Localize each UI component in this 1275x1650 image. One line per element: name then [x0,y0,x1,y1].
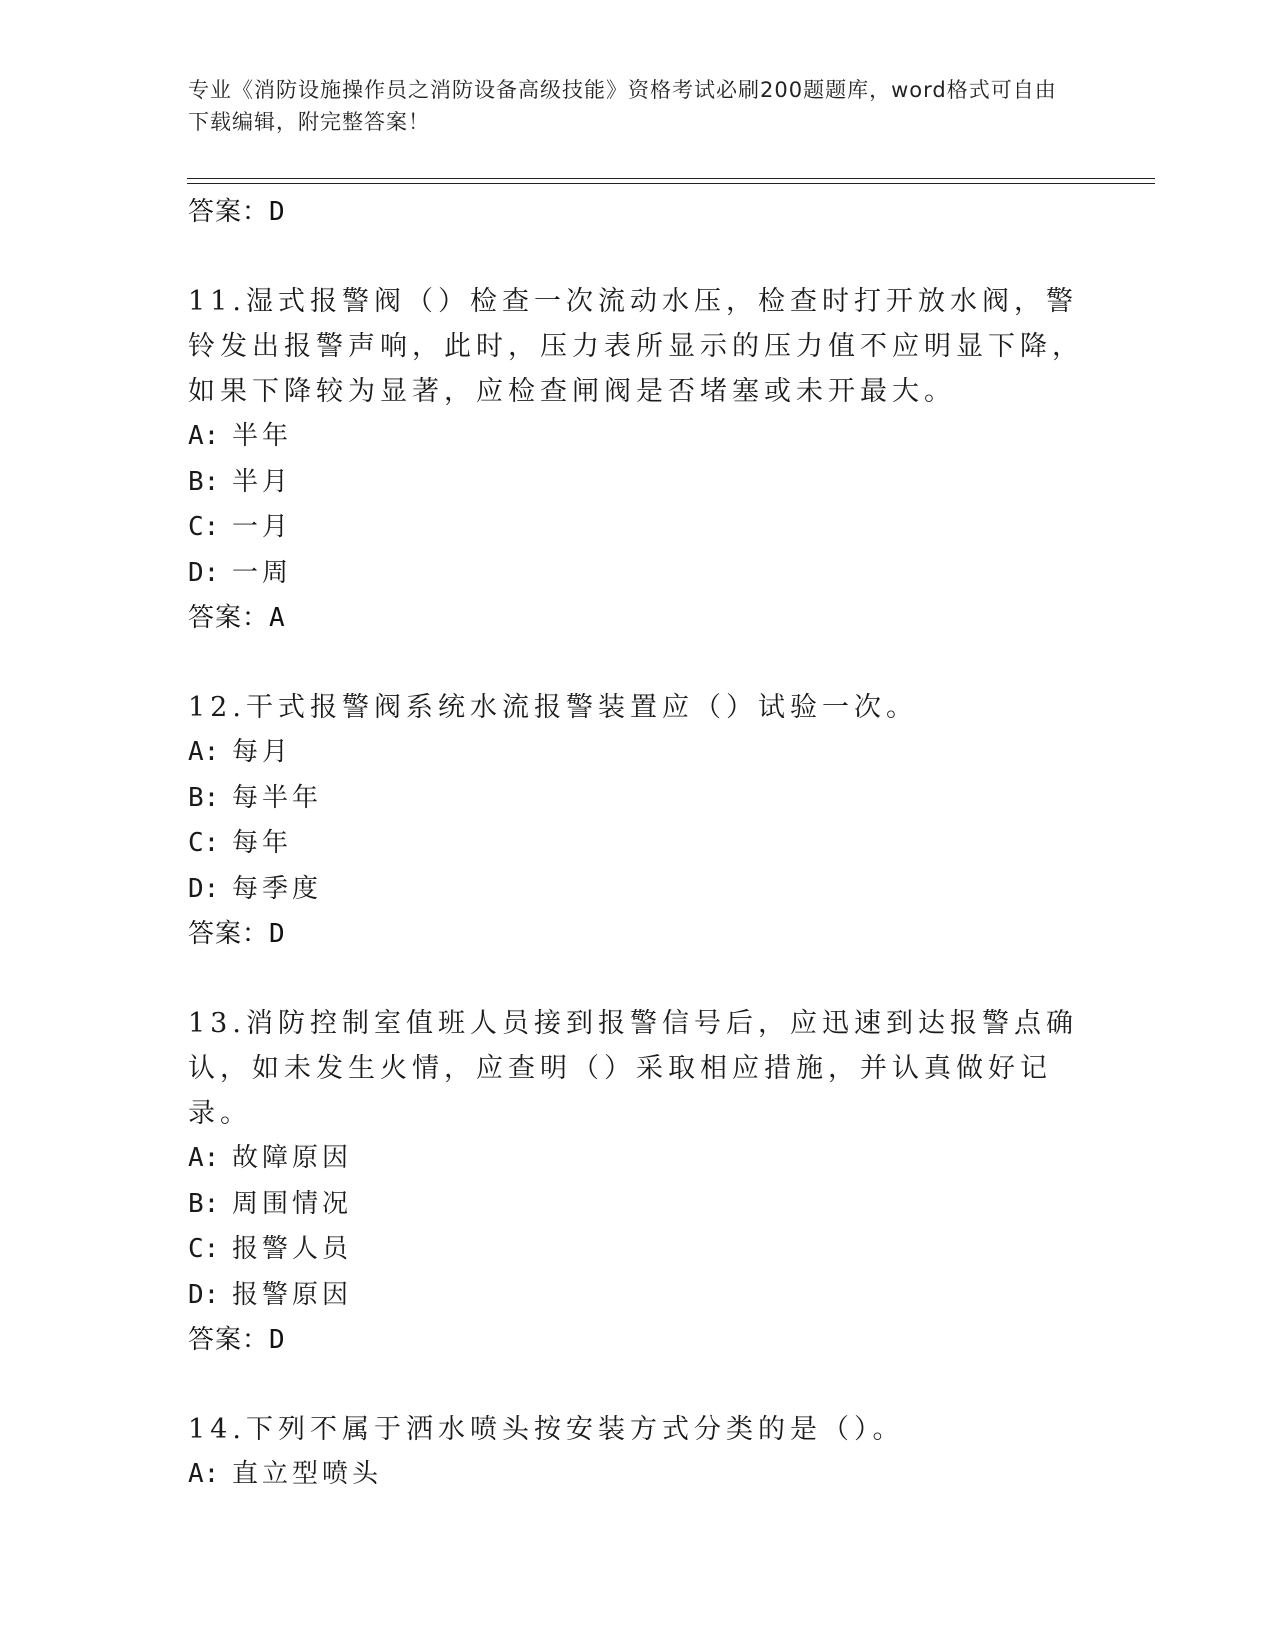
question-stem [188,1407,1088,1452]
option-c [188,821,1088,867]
question-number: 11. [188,286,246,317]
option-text: 报警原因 [232,1279,353,1310]
option-key: A: [188,421,220,451]
option-a [188,1136,1088,1182]
option-key: D: [188,557,220,588]
option-text: 半月 [232,466,293,497]
option-text: 每半年 [232,782,323,813]
option-text: 每月 [232,737,293,767]
option-text: 半年 [232,421,293,451]
answer-label: 答案： [188,1325,270,1355]
option-a [188,414,1088,460]
option-key: C: [188,828,220,858]
header-divider-top [187,178,1155,179]
option-key: D: [188,873,220,904]
answer-line [188,1318,1088,1362]
answer-value: A [269,603,286,633]
option-text: 故障原因 [232,1143,353,1173]
question-text: 湿式报警阀（）检查一次流动水压，检查时打开放水阀，警铃发出报警声响，此时，压力表所显示的压力值不应明显下降，如果下降较为显著，应检查闸阀是否堵塞或未开最大。 [188,286,1084,407]
option-b [188,460,1088,506]
option-a [188,1452,1088,1498]
option-key: A: [188,737,220,767]
option-c [188,505,1088,551]
option-c [188,1227,1088,1273]
option-key: C: [188,512,220,542]
option-key: A: [188,1143,220,1173]
option-d [188,867,1088,913]
option-key: D: [188,1279,220,1310]
option-text: 一月 [232,512,293,542]
document-header: 专业《消防设施操作员之消防设备高级技能》资格考试必刷200题题库，word格式可自由下载编辑，附完整答案！ [188,78,1057,134]
answer-line [188,190,1088,234]
option-b [188,776,1088,822]
option-text: 周围情况 [232,1188,353,1219]
option-text: 报警人员 [232,1234,353,1264]
answer-line [188,912,1088,956]
question-item [188,279,1088,640]
question-text: 下列不属于洒水喷头按安装方式分类的是（）。 [245,1414,905,1445]
answer-value: D [269,919,286,949]
question-item [188,1407,1088,1498]
question-item [188,1001,1088,1362]
answer-label: 答案： [188,197,270,227]
option-key: C: [188,1234,220,1264]
option-d [188,551,1088,597]
answer-label: 答案： [188,603,270,633]
answer-value: D [269,197,286,227]
question-item [188,685,1088,956]
question-text: 干式报警阀系统水流报警装置应（）试验一次。 [245,692,918,723]
option-text: 直立型喷头 [232,1459,383,1489]
option-text: 每季度 [232,873,323,904]
question-number: 12. [188,692,246,723]
option-text: 一周 [232,557,293,588]
question-text: 消防控制室值班人员接到报警信号后，应迅速到达报警点确认，如未发生火情，应查明（）采取相应措施，并认真做好记录。 [188,1008,1078,1129]
answer-line [188,596,1088,640]
question-stem [188,685,1088,730]
answer-value: D [269,1325,286,1355]
header-divider-bottom [187,183,1155,184]
question-number: 14. [188,1414,246,1445]
question-stem [188,279,1088,414]
answer-label: 答案： [188,919,270,949]
option-b [188,1182,1088,1228]
option-text: 每年 [232,828,293,858]
option-key: B: [188,782,220,813]
question-number: 13. [188,1008,246,1039]
option-d [188,1273,1088,1319]
option-key: B: [188,466,220,497]
option-a [188,730,1088,776]
option-key: B: [188,1188,220,1219]
option-key: A: [188,1459,220,1489]
question-list [188,190,1088,1498]
question-stem [188,1001,1088,1136]
